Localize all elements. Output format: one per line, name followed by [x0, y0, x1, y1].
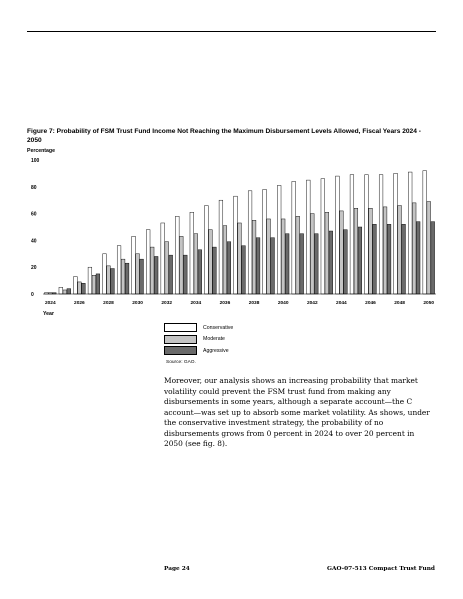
- bar-moderate-2050: [427, 202, 431, 294]
- bar-moderate-2028: [107, 266, 111, 294]
- bar-conservative-2045: [350, 175, 354, 294]
- bar-aggressive-2028: [111, 269, 115, 294]
- bar-conservative-2038: [248, 191, 252, 294]
- legend-label-moderate: Moderate: [203, 336, 225, 342]
- bar-moderate-2035: [209, 230, 213, 294]
- bar-aggressive-2029: [125, 263, 129, 294]
- x-axis-label: Year: [43, 311, 54, 317]
- legend-swatch-conservative: [164, 323, 197, 332]
- bar-moderate-2025: [63, 290, 67, 294]
- x-tick-label: 2036: [219, 301, 231, 306]
- x-tick-label: 2028: [103, 301, 114, 306]
- legend-swatch-moderate: [164, 335, 197, 344]
- bar-conservative-2039: [263, 189, 267, 294]
- legend-label-conservative: Conservative: [203, 324, 234, 331]
- bar-moderate-2049: [412, 203, 416, 294]
- bar-conservative-2040: [277, 185, 281, 294]
- bar-moderate-2034: [194, 234, 198, 294]
- footer-document-id: GAO-07-513 Compact Trust Fund: [327, 566, 435, 572]
- bar-aggressive-2036: [227, 242, 231, 294]
- bar-conservative-2026: [74, 277, 78, 294]
- bar-conservative-2050: [423, 171, 427, 294]
- bar-moderate-2040: [281, 219, 285, 294]
- bar-conservative-2031: [146, 230, 150, 294]
- bar-moderate-2032: [165, 242, 169, 294]
- bar-aggressive-2043: [329, 231, 333, 294]
- bar-aggressive-2026: [82, 283, 86, 294]
- bar-conservative-2028: [103, 254, 107, 294]
- legend-item-moderate: [164, 334, 233, 345]
- x-tick-label: 2026: [74, 301, 85, 306]
- bar-aggressive-2039: [271, 238, 275, 294]
- bar-conservative-2034: [190, 212, 194, 294]
- x-tick-label: 2048: [394, 301, 405, 306]
- bar-aggressive-2031: [154, 256, 158, 294]
- bar-conservative-2025: [59, 287, 63, 294]
- y-tick-label: 40: [31, 238, 37, 245]
- bar-aggressive-2037: [242, 246, 246, 294]
- figure-source: Source: GAO.: [166, 360, 196, 365]
- bar-aggressive-2042: [314, 234, 318, 294]
- bar-moderate-2048: [398, 206, 402, 294]
- bar-conservative-2049: [408, 172, 412, 294]
- bar-moderate-2043: [325, 212, 329, 294]
- bar-conservative-2029: [117, 246, 121, 294]
- bar-aggressive-2035: [213, 247, 217, 294]
- bar-moderate-2042: [310, 214, 314, 294]
- legend-swatch-aggressive: [164, 346, 197, 355]
- legend-label-aggressive: Aggressive: [203, 347, 229, 354]
- bar-conservative-2042: [306, 180, 310, 294]
- bar-aggressive-2033: [183, 255, 187, 294]
- bar-moderate-2030: [136, 254, 140, 294]
- x-tick-label: 2046: [365, 301, 376, 306]
- bar-conservative-2037: [234, 196, 238, 294]
- bar-aggressive-2045: [358, 227, 362, 294]
- x-tick-label: 2042: [306, 301, 318, 306]
- bar-moderate-2031: [150, 247, 154, 294]
- x-tick-label: 2024: [44, 301, 56, 306]
- bar-aggressive-2032: [169, 255, 173, 294]
- bar-aggressive-2025: [67, 289, 71, 294]
- bar-aggressive-2048: [402, 224, 406, 294]
- bar-aggressive-2030: [140, 259, 144, 294]
- footer-page-number: Page 24: [164, 566, 190, 572]
- bar-moderate-2045: [354, 208, 358, 294]
- y-tick-label: 80: [31, 184, 37, 191]
- bar-moderate-2046: [369, 208, 373, 294]
- bar-conservative-2041: [292, 181, 296, 294]
- bar-moderate-2041: [296, 216, 300, 294]
- x-tick-label: 2030: [132, 301, 143, 306]
- y-tick-label: 0: [31, 292, 34, 298]
- bar-moderate-2037: [238, 223, 242, 294]
- bar-aggressive-2040: [285, 234, 289, 294]
- top-rule: [27, 31, 436, 32]
- bar-conservative-2044: [336, 176, 340, 294]
- bar-aggressive-2027: [96, 274, 100, 294]
- figure-title: Figure 7: Probability of FSM Trust Fund Income Not Reaching the Maximum Disbursement Levels Allowed, Fiscal Years 2024 - 2050: [27, 128, 421, 144]
- x-tick-label: 2034: [190, 301, 202, 306]
- y-tick-label: 20: [31, 265, 37, 272]
- x-tick-label: 2050: [423, 301, 435, 306]
- y-axis-label: Percentage: [27, 148, 55, 154]
- bar-conservative-2036: [219, 200, 223, 294]
- bar-conservative-2027: [88, 267, 92, 294]
- bar-moderate-2038: [252, 220, 256, 294]
- bar-aggressive-2044: [344, 230, 348, 294]
- body-paragraph: Moreover, our analysis shows an increasing probability that market volatility could prevent the FSM trust fund from making any disbursements in some years, although a separate account—the C account—was set up to absorb some market volatility. As shows, under the conservative investment strategy, the probability of no disbursements grows from 0 percent in 2024 to over 20 percent in 2050 (see fig. 8).: [164, 376, 430, 448]
- bar-conservative-2030: [132, 236, 136, 294]
- bar-moderate-2029: [121, 259, 125, 294]
- bar-moderate-2027: [92, 275, 96, 294]
- bar-conservative-2032: [161, 223, 165, 294]
- bar-conservative-2035: [205, 206, 209, 294]
- bar-aggressive-2034: [198, 250, 202, 294]
- bar-aggressive-2038: [256, 238, 260, 294]
- bar-conservative-2047: [379, 175, 383, 294]
- y-tick-label: 100: [31, 158, 40, 164]
- x-tick-label: 2040: [277, 301, 289, 306]
- x-tick-label: 2044: [336, 301, 347, 306]
- legend-item-conservative: [164, 322, 233, 333]
- bar-conservative-2043: [321, 179, 325, 294]
- bar-moderate-2036: [223, 226, 227, 294]
- bar-aggressive-2049: [416, 222, 420, 294]
- x-tick-label: 2032: [161, 301, 173, 306]
- bar-moderate-2024: [48, 293, 52, 294]
- bar-moderate-2033: [179, 236, 183, 294]
- bar-conservative-2024: [44, 293, 48, 294]
- bar-aggressive-2046: [373, 224, 377, 294]
- bar-moderate-2047: [383, 207, 387, 294]
- bar-moderate-2026: [78, 282, 82, 294]
- bar-conservative-2046: [365, 175, 369, 294]
- bar-conservative-2033: [175, 216, 179, 294]
- bar-aggressive-2041: [300, 234, 304, 294]
- bar-aggressive-2050: [431, 222, 435, 294]
- y-tick-label: 60: [31, 211, 37, 218]
- bar-moderate-2039: [267, 219, 271, 294]
- x-tick-label: 2038: [248, 301, 260, 306]
- bar-conservative-2048: [394, 173, 398, 294]
- bar-aggressive-2024: [52, 293, 56, 294]
- legend-item-aggressive: [164, 345, 233, 356]
- bar-aggressive-2047: [387, 224, 391, 294]
- chart-legend: [164, 322, 233, 357]
- bar-moderate-2044: [340, 211, 344, 294]
